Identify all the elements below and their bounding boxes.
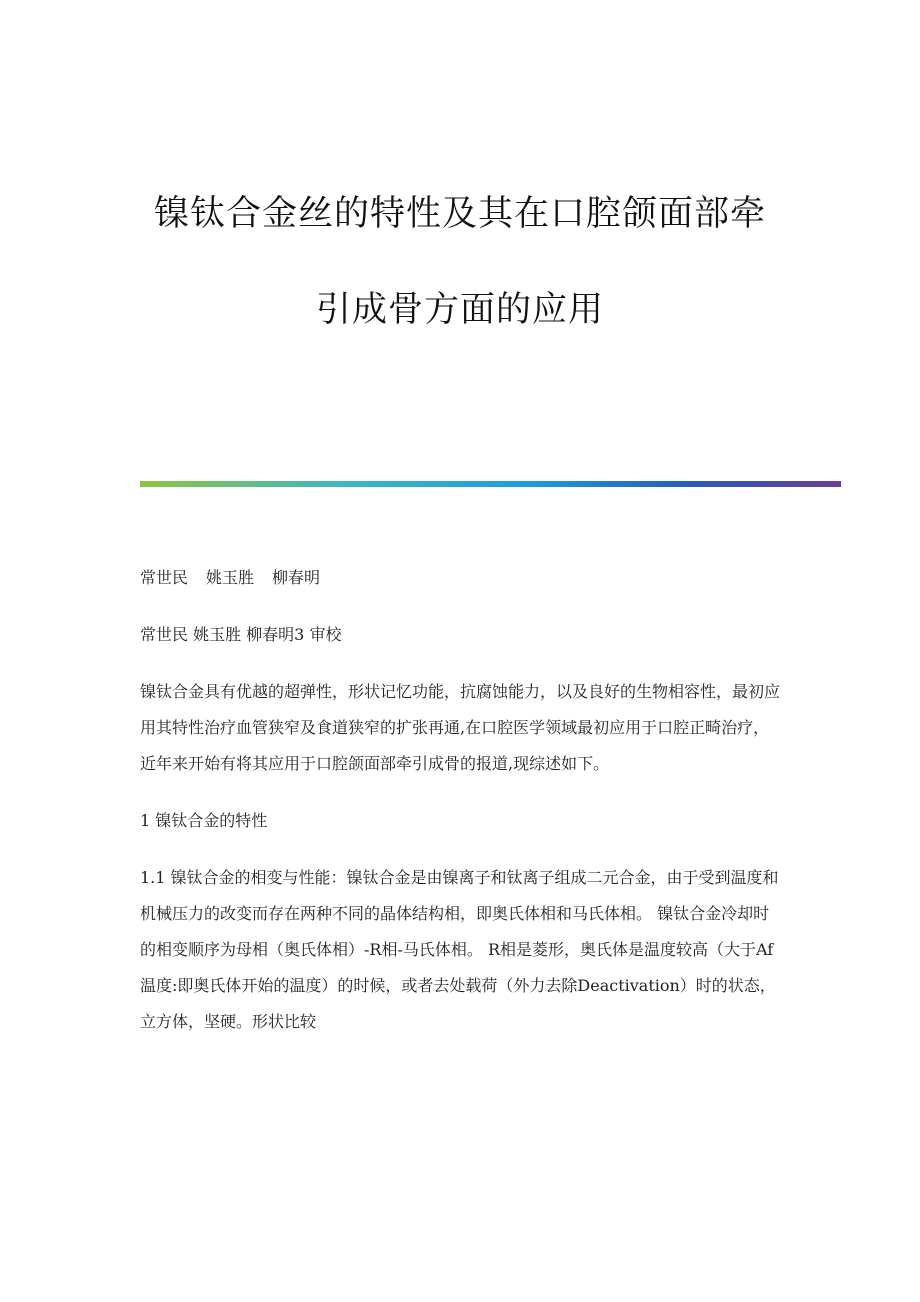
article-body [140, 560, 780, 1061]
section-heading: 1 镍钛合金的特性 [140, 811, 268, 830]
title-line-1: 镍钛合金丝的特性及其在口腔颌面部牵 [153, 194, 766, 234]
title-line-2: 引成骨方面的应用 [315, 290, 604, 330]
author-reviewer-line: 常世民 姚玉胜 柳春明3 审校 [140, 625, 342, 644]
author-name: 姚玉胜 [206, 568, 255, 587]
author-name: 常世民 [140, 568, 189, 587]
author-list [140, 560, 780, 596]
abstract-paragraph: 镍钛合金具有优越的超弹性，形状记忆功能，抗腐蚀能力，以及良好的生物相容性，最初应用其特性治疗血管狭窄及食道狭窄的扩张再通,在口腔医学领域最初应用于口腔正畸治疗，近年来开始有将其应用于口腔颌面部牵引成骨的报道,现综述如下。 [140, 682, 781, 773]
title-block [0, 190, 920, 334]
author-name: 柳春明 [272, 568, 321, 587]
body-paragraph: 1.1 镍钛合金的相变与性能：镍钛合金是由镍离子和钛离子组成二元合金，由于受到温度和机械压力的改变而存在两种不同的晶体结构相，即奥氏体相和马氏体相。 镍钛合金冷却时的相变顺序为母相（奥氏体相）-R相-马氏体相。 R相是菱形，奥氏体是温度较高（大于Af温度:即奥氏体开始的温度）的时候，或者去处载荷（外力去除Deactivation）时的状态，立方体，坚硬。形状比较 [140, 868, 779, 1031]
gradient-divider [140, 481, 841, 487]
